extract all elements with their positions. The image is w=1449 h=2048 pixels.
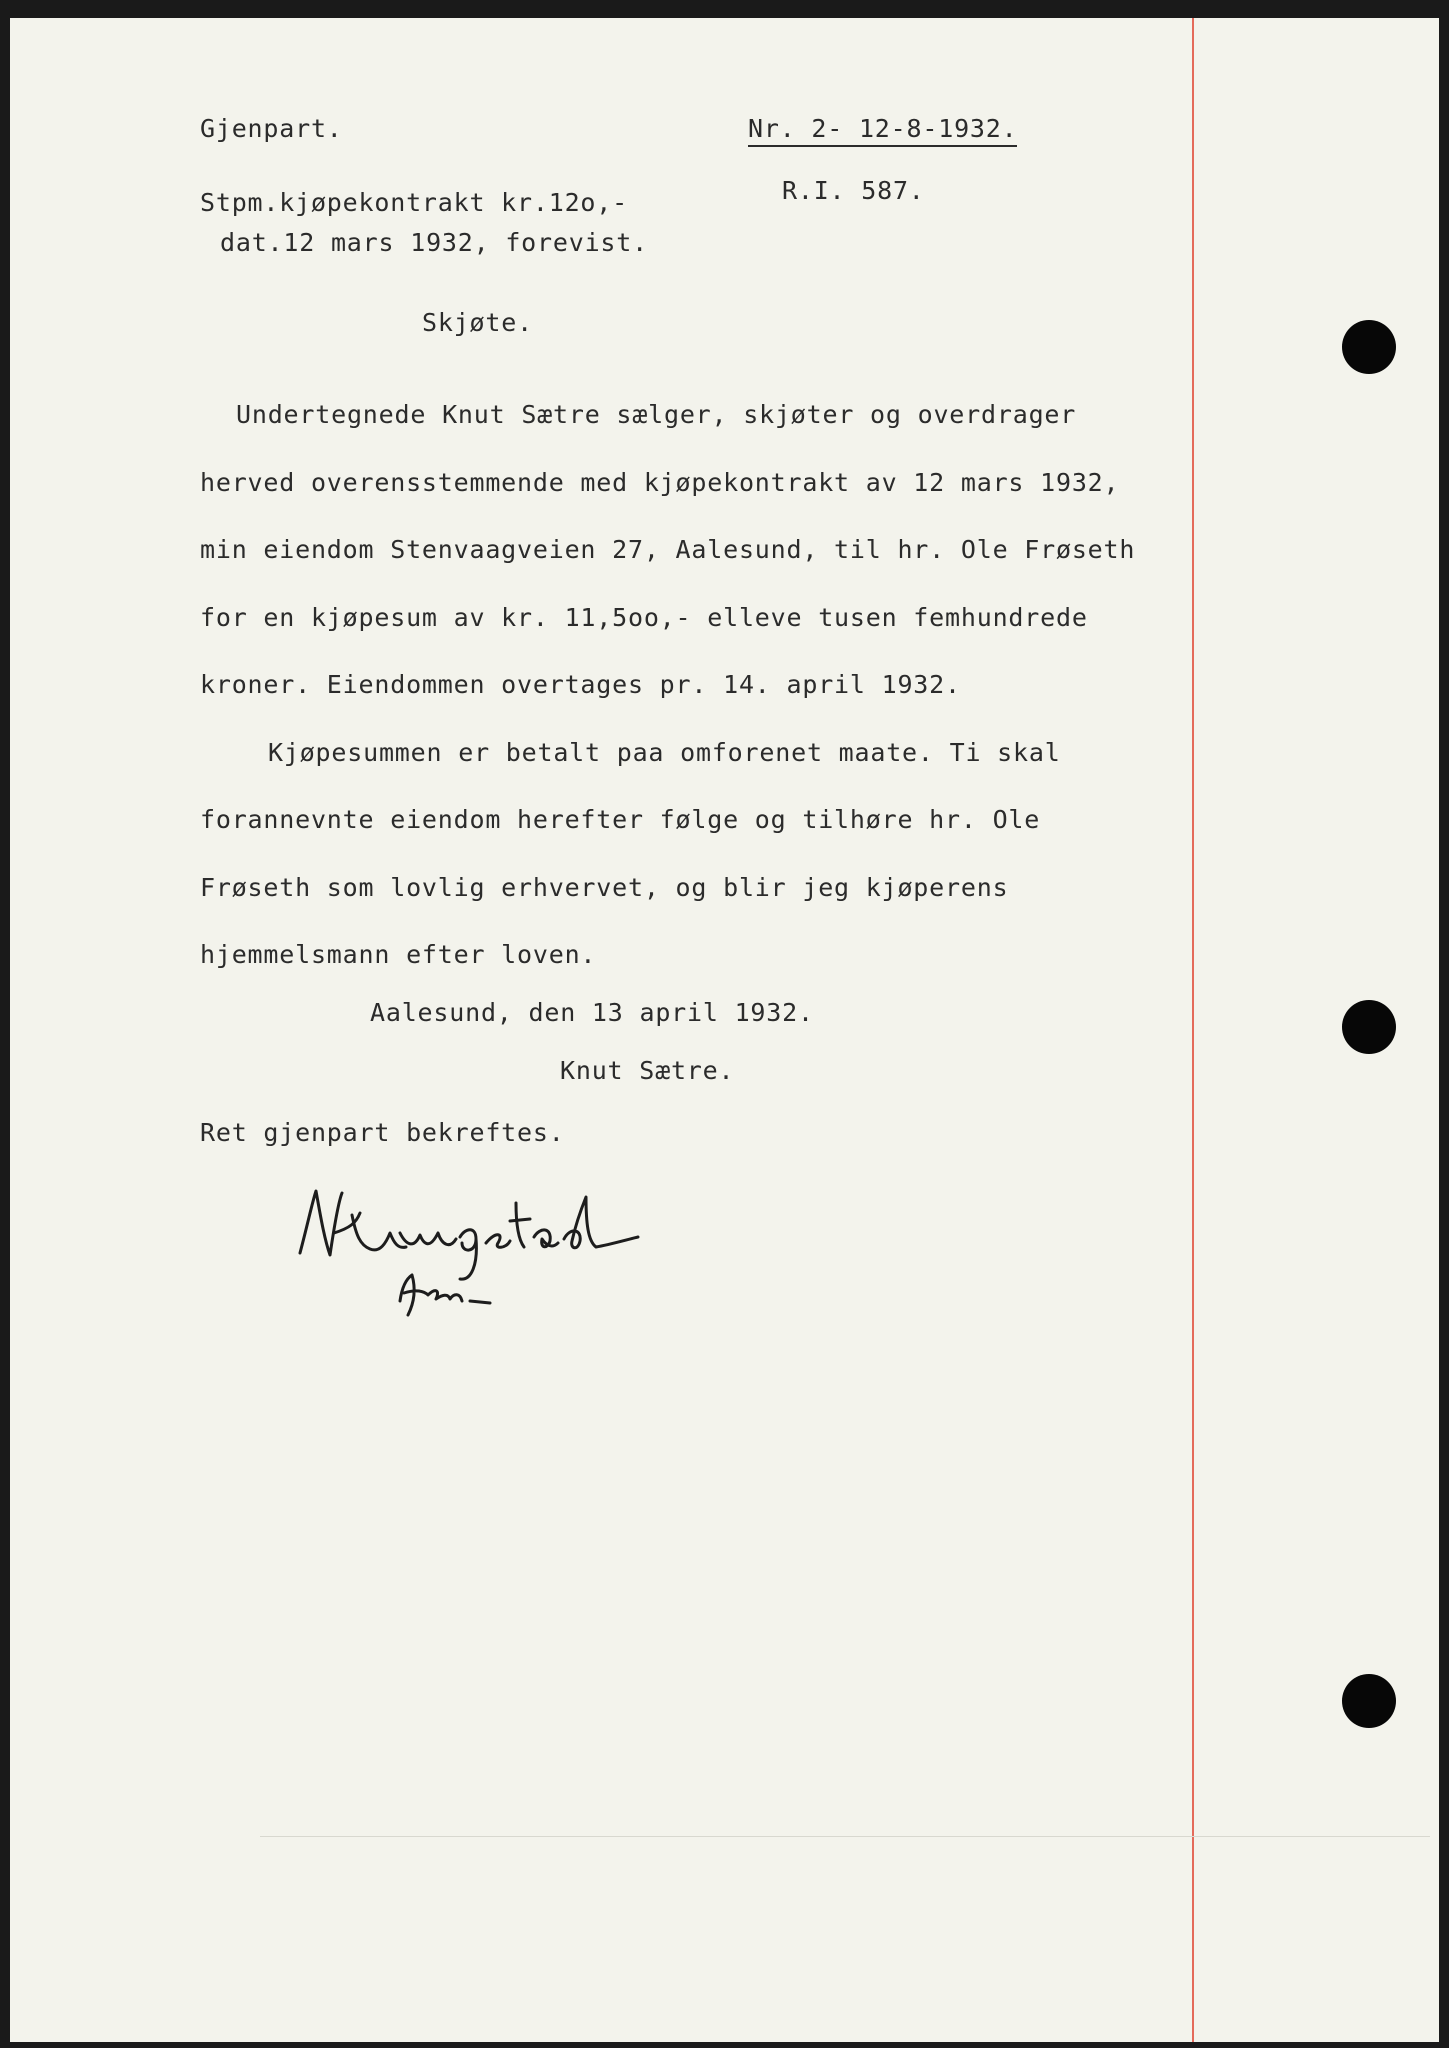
body-line: Kjøpesummen er betalt paa omforenet maate. Ti skal bbox=[268, 738, 1061, 767]
copy-label: Gjenpart. bbox=[200, 114, 343, 143]
body-line: for en kjøpesum av kr. 11,5oo,- elleve tusen femhundrede bbox=[200, 603, 1088, 632]
body-line: kroner. Eiendommen overtages pr. 14. april 1932. bbox=[200, 670, 961, 699]
signer-name: Knut Sætre. bbox=[560, 1056, 735, 1085]
margin-line bbox=[1192, 18, 1194, 2042]
stamp-note-line-2: dat.12 mars 1932, forevist. bbox=[220, 228, 648, 257]
certification-note: Ret gjenpart bekreftes. bbox=[200, 1118, 565, 1147]
handwritten-signature bbox=[290, 1183, 670, 1343]
body-line: Undertegnede Knut Sætre sælger, skjøter og overdrager bbox=[236, 400, 1077, 429]
body-line: hjemmelsmann efter loven. bbox=[200, 940, 597, 969]
reference-number: R.I. 587. bbox=[782, 176, 925, 205]
body-line: herved overensstemmende med kjøpekontrakt av 12 mars 1932, bbox=[200, 468, 1120, 497]
stamp-note-line-1: Stpm.kjøpekontrakt kr.12o,- bbox=[200, 188, 628, 217]
body-line: forannevnte eiendom herefter følge og tilhøre hr. Ole bbox=[200, 805, 1041, 834]
punch-hole-bottom bbox=[1342, 1674, 1396, 1728]
punch-hole-middle bbox=[1342, 1000, 1396, 1054]
faint-rule bbox=[260, 1836, 1430, 1837]
punch-hole-top bbox=[1342, 320, 1396, 374]
document-title: Skjøte. bbox=[422, 308, 533, 337]
place-date: Aalesund, den 13 april 1932. bbox=[370, 998, 814, 1027]
body-line: min eiendom Stenvaagveien 27, Aalesund, til hr. Ole Frøseth bbox=[200, 535, 1136, 564]
document-number: Nr. 2- 12-8-1932. bbox=[748, 114, 1017, 147]
body-line: Frøseth som lovlig erhvervet, og blir jeg kjøperens bbox=[200, 873, 1009, 902]
document-page bbox=[10, 18, 1439, 2042]
